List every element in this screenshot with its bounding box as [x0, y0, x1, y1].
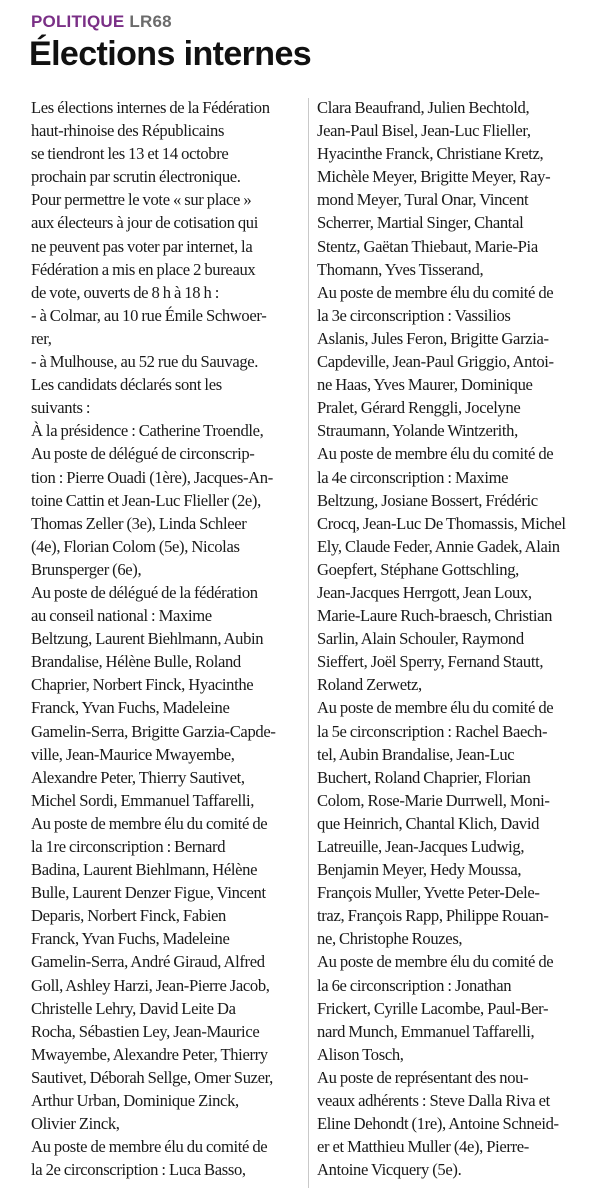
text-line: la 4e circonscription : Maxime: [317, 467, 509, 487]
text-line: Capdeville, Jean-Paul Griggio, Antoi-: [317, 352, 554, 372]
text-line: que Heinrich, Chantal Klich, David: [317, 813, 540, 833]
text-line: Marie-Laure Ruch-braesch, Christian: [317, 606, 553, 626]
text-line: Stentz, Gaëtan Thiebaut, Marie-Pia: [317, 236, 538, 256]
text-line: Brunsperger (6e),: [31, 559, 142, 579]
text-line: Antoine Vicquery (5e).: [317, 1160, 462, 1180]
text-line: Au poste de délégué de circonscrip-: [31, 444, 255, 464]
text-line: Alexandre Peter, Thierry Sautivet,: [31, 767, 245, 787]
text-line: prochain par scrutin électronique.: [31, 167, 241, 187]
text-line: Straumann, Yolande Wintzerith,: [317, 421, 518, 441]
text-line: Pralet, Gérard Renggli, Jocelyne: [317, 398, 521, 418]
text-line: Franck, Yvan Fuchs, Madeleine: [31, 698, 230, 718]
text-line: Beltzung, Josiane Bossert, Frédéric: [317, 490, 538, 510]
text-line: Roland Zerwetz,: [317, 675, 422, 695]
text-line: la 6e circonscription : Jonathan: [317, 975, 512, 995]
text-line: Christelle Lehry, David Leite Da: [31, 998, 236, 1018]
text-line: Latreuille, Jean-Jacques Ludwig,: [317, 837, 525, 856]
text-line: Au poste de délégué de la fédération: [31, 582, 258, 602]
text-line: Deparis, Norbert Finck, Fabien: [31, 906, 226, 926]
text-line: Gamelin-Serra, Brigitte Garzia-Capde-: [31, 721, 276, 741]
text-line: Bulle, Laurent Denzer Figue, Vincent: [31, 883, 266, 903]
text-line: Brandalise, Hélène Bulle, Roland: [31, 652, 241, 672]
text-line: Jean-Jacques Herrgott, Jean Loux,: [317, 582, 532, 602]
text-line: haut-rhinoise des Républicains: [31, 121, 225, 141]
text-line: Michèle Meyer, Brigitte Meyer, Ray-: [317, 167, 551, 187]
text-line: Sieffert, Joël Sperry, Fernand Stautt,: [317, 652, 544, 672]
text-line: Buchert, Roland Chaprier, Florian: [317, 767, 531, 787]
text-line: Pour permettre le vote « sur place »: [31, 190, 252, 210]
text-line: Chaprier, Norbert Finck, Hyacinthe: [31, 675, 254, 695]
text-line: Michel Sordi, Emmanuel Taffarelli,: [31, 790, 255, 810]
text-line: Clara Beaufrand, Julien Bechtold,: [317, 98, 530, 117]
text-line: Aslanis, Jules Feron, Brigitte Garzia-: [317, 328, 549, 348]
text-line: Au poste de membre élu du comité de: [317, 952, 554, 972]
text-line: François Muller, Yvette Peter-Dele-: [317, 883, 540, 903]
text-line: Scherrer, Martial Singer, Chantal: [317, 213, 524, 233]
text-line: Au poste de membre élu du comité de: [31, 1137, 268, 1157]
text-line: Benjamin Meyer, Hedy Moussa,: [317, 860, 522, 880]
text-line: la 5e circonscription : Rachel Baech-: [317, 721, 548, 741]
text-line: se tiendront les 13 et 14 octobre: [31, 144, 229, 164]
text-line: Au poste de membre élu du comité de: [317, 698, 554, 718]
text-line: veaux adhérents : Steve Dalla Riva et: [317, 1091, 550, 1111]
column-divider: [308, 98, 309, 1188]
section-label: LR68: [129, 12, 172, 31]
article-kicker: [31, 12, 172, 32]
text-line: Eline Dehondt (1re), Antoine Schneid-: [317, 1114, 559, 1134]
text-line: er et Matthieu Muller (4e), Pierre-: [317, 1137, 529, 1157]
text-line: Arthur Urban, Dominique Zinck,: [31, 1091, 239, 1111]
text-line: Goepfert, Stéphane Gottschling,: [317, 559, 519, 579]
text-line: Alison Tosch,: [317, 1044, 404, 1064]
article-column-1: [31, 96, 276, 1181]
text-line: nard Munch, Emmanuel Taffarelli,: [317, 1021, 535, 1041]
text-line: Les candidats déclarés sont les: [31, 375, 222, 395]
text-line: au conseil national : Maxime: [31, 606, 212, 626]
text-line: Hyacinthe Franck, Christiane Kretz,: [317, 144, 544, 164]
text-line: Les élections internes de la Fédération: [31, 98, 270, 117]
text-line: suivants :: [31, 398, 91, 418]
text-line: rer,: [31, 328, 52, 348]
text-line: Olivier Zinck,: [31, 1114, 120, 1134]
article-column-2: [317, 96, 566, 1181]
text-line: Au poste de membre élu du comité de: [31, 813, 268, 833]
text-line: Badina, Laurent Biehlmann, Hélène: [31, 860, 258, 880]
text-line: Au poste de membre élu du comité de: [317, 282, 554, 302]
text-line: Fédération a mis en place 2 bureaux: [31, 259, 256, 279]
text-line: tel, Aubin Brandalise, Jean-Luc: [317, 744, 515, 764]
text-line: Franck, Yvan Fuchs, Madeleine: [31, 929, 230, 949]
text-line: Ely, Claude Feder, Annie Gadek, Alain: [317, 536, 560, 556]
text-line: la 3e circonscription : Vassilios: [317, 305, 511, 325]
text-line: toine Cattin et Jean-Luc Flieller (2e),: [31, 490, 261, 510]
article-headline: Élections internes: [29, 35, 312, 73]
text-line: - à Colmar, au 10 rue Émile Schwoer-: [31, 305, 267, 325]
text-line: Sarlin, Alain Schouler, Raymond: [317, 629, 524, 649]
text-line: tion : Pierre Ouadi (1ère), Jacques-An-: [31, 467, 273, 487]
text-line: ne peuvent pas voter par internet, la: [31, 236, 253, 256]
text-line: ne, Christophe Rouzes,: [317, 929, 463, 949]
text-line: Frickert, Cyrille Lacombe, Paul-Ber-: [317, 998, 549, 1018]
text-line: ne Haas, Yves Maurer, Dominique: [317, 375, 533, 395]
text-line: Rocha, Sébastien Ley, Jean-Maurice: [31, 1021, 260, 1041]
text-line: Beltzung, Laurent Biehlmann, Aubin: [31, 629, 264, 649]
text-line: Mwayembe, Alexandre Peter, Thierry: [31, 1044, 268, 1064]
text-line: de vote, ouverts de 8 h à 18 h :: [31, 282, 219, 302]
text-line: (4e), Florian Colom (5e), Nicolas: [31, 536, 240, 556]
text-line: Colom, Rose-Marie Durrwell, Moni-: [317, 790, 550, 810]
text-line: Sautivet, Déborah Sellge, Omer Suzer,: [31, 1067, 273, 1087]
text-line: traz, François Rapp, Philippe Rouan-: [317, 906, 549, 926]
text-line: Thomas Zeller (3e), Linda Schleer: [31, 513, 247, 533]
text-line: la 2e circonscription : Luca Basso,: [31, 1160, 246, 1180]
text-line: aux électeurs à jour de cotisation qui: [31, 213, 258, 233]
text-line: Au poste de membre élu du comité de: [317, 444, 554, 464]
text-line: - à Mulhouse, au 52 rue du Sauvage.: [31, 352, 259, 372]
text-line: Au poste de représentant des nou-: [317, 1067, 529, 1087]
text-line: Jean-Paul Bisel, Jean-Luc Flieller,: [317, 121, 531, 141]
text-line: la 1re circonscription : Bernard: [31, 837, 226, 856]
text-line: Gamelin-Serra, André Giraud, Alfred: [31, 952, 265, 972]
text-line: ville, Jean-Maurice Mwayembe,: [31, 744, 235, 764]
text-line: Thomann, Yves Tisserand,: [317, 259, 484, 279]
text-line: Crocq, Jean-Luc De Thomassis, Michel: [317, 513, 566, 533]
text-line: Goll, Ashley Harzi, Jean-Pierre Jacob,: [31, 975, 270, 995]
text-line: mond Meyer, Tural Onar, Vincent: [317, 190, 529, 210]
text-line: À la présidence : Catherine Troendle,: [31, 421, 264, 441]
rubric-label: POLITIQUE: [31, 12, 125, 31]
